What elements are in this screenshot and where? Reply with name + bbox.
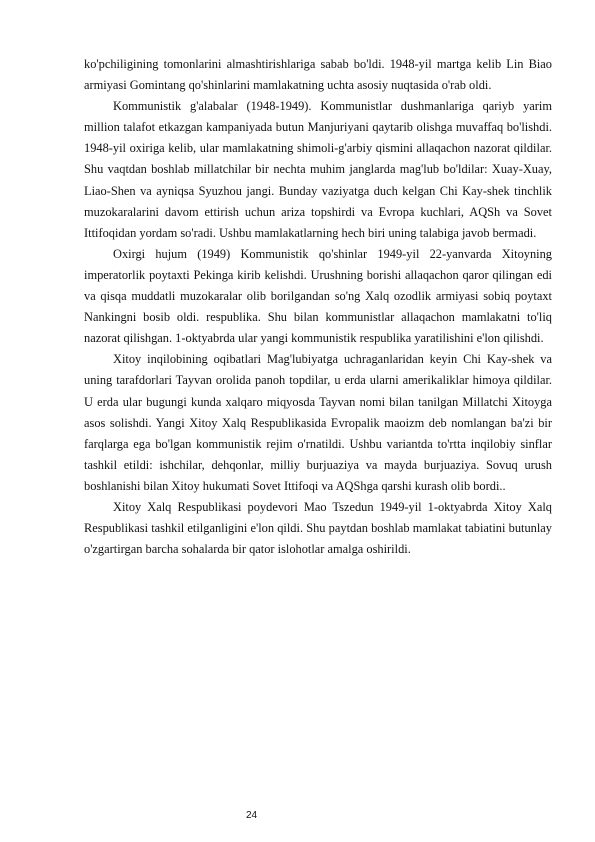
paragraph: Xitoy inqilobining oqibatlari Mag'lubiyatga uchraganlaridan keyin Chi Kay-shek va uning tarafdorlari Tayvan orolida panoh topdilar, u erda ularni amerikaliklar himoya qildilar. U erda ular bugungi kunda xalqaro miqyosda Tayvan nomi bilan tanilgan Millatchi Xitoyga asos solishdi. Yangi Xitoy Xalq Respublikasida Evropalik maoizm deb nomlangan ba'zi bir farqlarga ega bo'lgan kommunistik rejim o'rnatildi. Ushbu variantda to'rtta inqilobiy sinflar tashkil etildi: ishchilar, dehqonlar, milliy burjuaziya va mayda burjuaziya. Sovuq urush boshlanishi bilan Xitoy hukumati Sovet Ittifoqi va AQShga qarshi kurash olib bordi.. <box>84 352 552 493</box>
paragraph: Kommunistik g'alabalar (1948-1949). Kommunistlar dushmanlariga qariyb yarim million talafot etkazgan kampaniyada butun Manjuriyani qaytarib olishga muvaffaq bo'lishdi. 1948-yil oxiriga kelib, ular mamlakatning shimoli-g'arbiy qismini allaqachon nazorat qildilar. Shu vaqtdan boshlab millatchilar bir nechta muhim janglarda mag'lub bo'ldilar: Xuay-Xuay, Liao-Shen va ayniqsa Syuzhou jangi. Bunday vaziyatga duch kelgan Chi Kay-shek tinchlik muzokaralarini davom ettirish uchun ariza topshirdi va Evropa kuchlari, AQSh va Sovet Ittifoqidan yordam so'radi. Ushbu mamlakatlarning hech biri uning talabiga javob bermadi. <box>84 99 552 240</box>
paragraph: Xitoy Xalq Respublikasi poydevori Mao Tszedun 1949-yil 1-oktyabrda Xitoy Xalq Respublikasi tashkil etilganligini e'lon qildi. Shu paytdan boshlab mamlakat tabiatini butunlay o'zgartirgan barcha sohalarda bir qator islohotlar amalga oshirildi. <box>84 499 552 557</box>
paragraph: Oxirgi hujum (1949) Kommunistik qo'shinlar 1949-yil 22-yanvarda Xitoyning imperatorlik poytaxti Pekinga kirib kelishdi. Urushning borishi allaqachon qaror qilingan edi va qisqa muddatli muzokaralar olib borilgandan so'ng Xalq ozodlik armiyasi sobiq poytaxt Nankingni bosib oldi. respublika. Shu bilan kommunistlar allaqachon mamlakatni to'liq nazorat qilishgan. 1-oktyabrda ular yangi kommunistik respublika yaratilishini e'lon qilishdi. <box>84 246 552 346</box>
document-body <box>84 54 552 560</box>
page-number: 24 <box>246 810 258 821</box>
paragraph: ko'pchiligining tomonlarini almashtirishlariga sabab bo'ldi. 1948-yil martga kelib Lin Biao armiyasi Gomintang qo'shinlarini mamlakatning uchta asosiy nuqtasida o'rab oldi. <box>84 57 552 93</box>
